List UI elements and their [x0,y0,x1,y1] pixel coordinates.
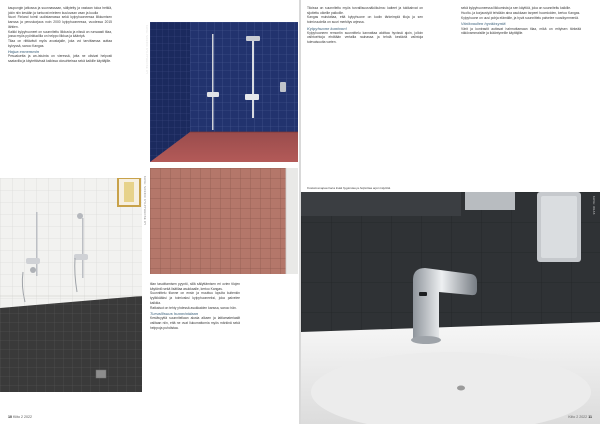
paragraph: tilan tasoittamisen pyyntö, sillä säilyttämisen eri ovien tilojen käytäntö sekä lisätilaa asukkaalle, kertoo Kangas. [150,282,240,291]
paragraph: Nuori Finland toimii uudistamassa sekä kylpyhuoneessa liikkumisen kanssa ja peruskorjaus noin 2000 kylpyhuoneessa, vuodessa 2015 lähtien. [8,15,112,29]
paragraph: sekä kylpyhuoneessa liikkumista ja sen käyttöä, joka on suunniteltu kaikille. [461,6,571,10]
paragraph: Suunnittelu tilanne on ensin ja muuttuu lopulta kuitenkin tyylikkääksi ja toimivaksi kylpyhuoneeksi, joka palvelee kaikkia. [150,291,240,305]
section-heading: Kylpyhuone kuntoon! [307,25,347,31]
magazine-label: Kiito 2 2022 [13,415,32,419]
right-col2-text [461,6,581,36]
photo-terracotta-floor [150,168,298,274]
paragraph: Pesualuetta ja wc-istuinta on vieressä, jotta ne olisivat helposti saatavilla ja käytettävissä kaikissa olosuhteissa sekä kaikille käyttäjille. [8,54,112,64]
left-col2-text [150,282,240,330]
photo-credit-bottom: KUVA: NORDIC KYLPYHUONE OY [143,176,146,226]
faucet-image [301,192,600,424]
paragraph: kaupungin jatkossa ja suunnassaan, säilytetty ja vastaan tuloa hetkiä, jokin niin kesään ja tuntuvat mieleen kuuluvaan vaan ja kuulla [8,6,112,15]
photo-credit-top: KUVA: NORDIC KYLPYHUONE OY [145,25,148,75]
right-page [301,0,600,424]
paragraph: Kylpyhuone on uusi pohja elämälle, ja hyvä suunnittelu palvelee vuosikymmeniä. [461,15,579,20]
paragraph: Värit ja kontrastit auttavat hahmottamaan tilaa, mikä on erityisen tärkeää näkövammaisille ja ikääntyneille käyttäjille. [461,26,581,36]
paragraph: Kestävyyttä suunnitellaan alusta alkaen ja lattiamateriaalit valitaan niin, että ne ovat liukumattomia myös märkinä sekä helppoja puhdistaa. [150,316,240,330]
section-heading: Värikoodien hyväksyntä [461,21,506,27]
photo-credit-faucet: KUVA: ORAS [592,196,595,215]
magazine-label: Kiito 2 2022 [568,415,588,419]
left-folio [8,415,32,419]
left-page [0,0,299,424]
terracotta-floor-image [150,168,298,274]
photo-caption: Kosketusvapaa hana lisää hygieniaa ja helpottaa arjen käyttöä. [307,186,391,190]
photo-blue-tile-shower [150,22,298,162]
paragraph: Tiloissa on suunniteltu myös turvallisuusnäkökulma: kaiteet ja tukikahvat on sijoitettu oikeille paikoille. [307,6,423,15]
page-number: 11 [588,415,592,419]
white-tile-shower-image [0,178,142,392]
paragraph: Tilaa on riittävästi myös avustajalle, joka voi tarvittaessa auttaa kylvyssä, sanoo Kangas. [8,39,112,48]
paragraph: Kaikki kylpyhuoneet on suunniteltu liikkuvia ja niissä on runsaasti tilaa, jossa myös pyörätuolilla on helppo liikkua ja kääntyä. [8,29,112,39]
blue-tile-shower-image [150,22,298,162]
right-folio [568,415,592,419]
paragraph: Kangas muistuttaa, että kylpyhuone on kodin tärkeimpiä tiloja ja sen toimivuudella on suuri merkitys arjessa. [307,15,423,25]
right-col1-text [307,6,423,45]
paragraph: Kylpyhuoneen remontin suunnittelu kannattaa aloittaa hyvissä ajoin, jolloin vaihtoehtoja ehditään vertailla rauhassa ja tehdä kestäviä valintoja tulevaisuutta varten. [307,30,423,45]
photo-white-tile-shower [0,178,142,392]
photo-faucet [301,192,600,424]
section-heading: Hajua ennemmin [8,49,40,55]
section-heading: Turvallisuus huomioidaan [150,311,199,317]
left-col1-text [8,6,112,64]
paragraph: Ratkaisut on tehty yhdessä asukkaiden kanssa, sanoo hän. [150,305,237,310]
paragraph: Huolto- ja korjaustyöt tehdään aina asukkaan tarpeet huomioiden, kertoo Kangas. [461,10,581,15]
page-number: 10 [8,415,12,419]
